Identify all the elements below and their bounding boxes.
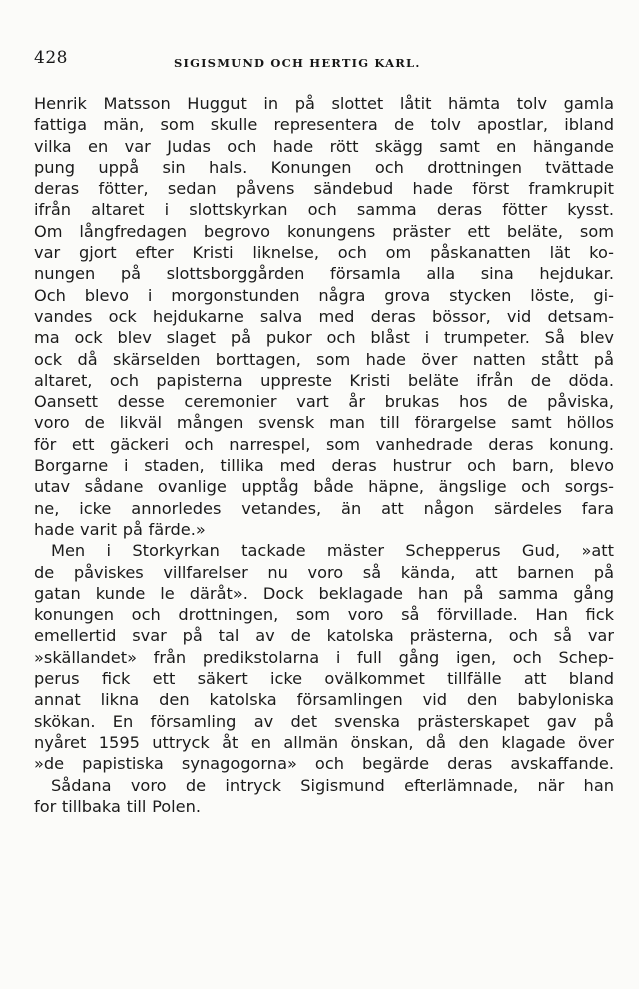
text-line: »skällandet» från predikstolarna i full gång igen, och Schep- [34,647,614,667]
text-line: ock då skärselden borttagen, som hade över natten stått på [34,349,614,369]
text-line: voro de likväl mången svensk man till förargelse samt höllos [34,413,614,433]
text-line: Henrik Matsson Huggut in på slottet låtit hämta tolv gamla [34,94,614,113]
text-line: var gjort efter Kristi liknelse, och om påskanatten lät ko- [34,243,614,263]
text-line: konungen och drottningen, som voro så förvillade. Han fick [34,605,614,625]
text-line: utav sådane ovanlige upptåg både häpne, ängslige och sorgs- [34,477,614,497]
text-line: altaret, och papisterna uppreste Kristi beläte ifrån de döda. [34,370,614,390]
text-line: emellertid svar på tal av de katolska prästerna, och så var [34,626,614,646]
text-line: för ett gäckeri och narrespel, som vanhedrade deras konung. [34,434,614,454]
text-line: nyåret 1595 uttryck åt en allmän önskan, då den klagade över [34,732,614,752]
page-header [34,48,614,78]
text-line: pung uppå sin hals. Konungen och drottningen tvättade [34,157,614,177]
text-line: gatan kunde le däråt». Dock beklagade han på samma gång [34,583,614,603]
text-line: perus fick ett säkert icke ovälkommet tillfälle att bland [34,669,614,689]
text-line: Oansett desse ceremonier vart år brukas hos de påviska, [34,392,614,412]
text-line: Och blevo i morgonstunden några grova stycken löste, gi- [34,285,614,305]
text-line: Men i Storkyrkan tackade mäster Schepperus Gud, »att [51,541,614,561]
text-line: de påviskes villfarelser nu voro så kända, att barnen på [34,562,614,582]
body-text [34,93,614,817]
text-line: ne, icke annorledes vetandes, än att någon särdeles fara [34,498,614,518]
text-line: ma ock blev slaget på pukor och blåst i trumpeter. Så blev [34,328,614,348]
text-line: for tillbaka till Polen. [34,796,202,816]
text-line: vilka en var Judas och hade rött skägg samt en hängande [34,136,614,156]
text-line: fattiga män, som skulle representera de tolv apostlar, ibland [34,115,614,135]
text-line: annat likna den katolska församlingen vid den babyloniska [34,690,614,710]
text-line: nungen på slottsborggården församla alla sina hejdukar. [34,264,614,284]
text-line: »de papistiska synagogorna» och begärde deras avskaffande. [34,754,614,774]
text-line: hade varit på färde.» [34,519,206,539]
page-number: 428 [34,48,68,68]
text-line: ifrån altaret i slottskyrkan och samma deras fötter kysst. [34,200,614,220]
text-line: deras fötter, sedan påvens sändebud hade först framkrupit [34,179,614,199]
text-line: Sådana voro de intryck Sigismund efterlämnade, när han [51,775,614,795]
running-title: SIGISMUND OCH HERTIG KARL. [174,56,421,70]
text-line: Borgarne i staden, tillika med deras hustrur och barn, blevo [34,456,614,476]
text-line: vandes ock hejdukarne salva med deras bössor, vid detsam- [34,306,614,326]
text-line: Om långfredagen begrovo konungens präster ett beläte, som [34,221,614,241]
text-line: skökan. En församling av det svenska prästerskapet gav på [34,711,614,731]
